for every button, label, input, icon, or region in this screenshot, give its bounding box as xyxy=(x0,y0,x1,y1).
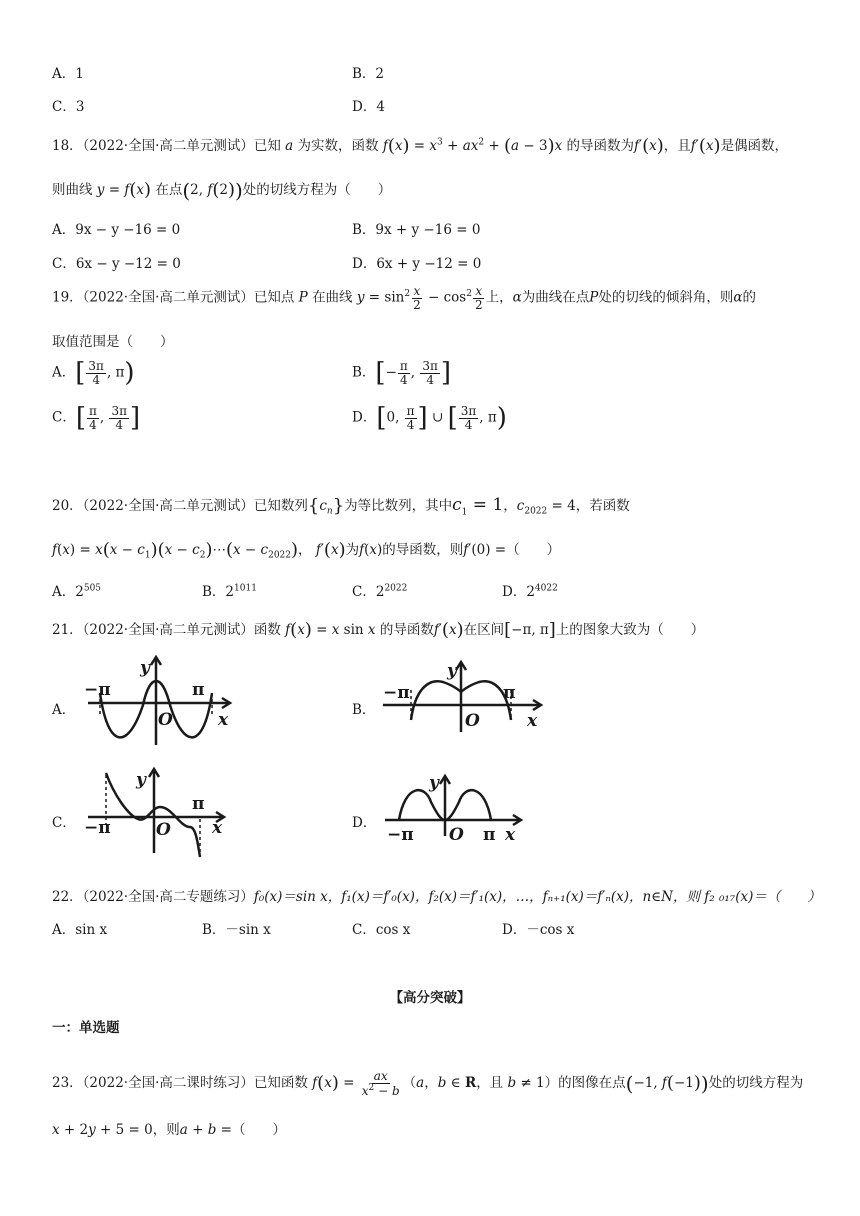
q19-option-d: D．[0, $\frac{\pi}{4}$ ] ∪ [ $\frac{3\pi}{4}$ , π) xyxy=(352,403,507,434)
q21-graph-a xyxy=(84,655,238,750)
q21-graph-b-pi: π xyxy=(503,683,516,703)
q18-option-b: B．9x + y −16 = 0 xyxy=(352,222,481,238)
q21-graph-a-neg-pi: −π xyxy=(84,680,111,700)
q21-graph-d-pi: π xyxy=(483,825,496,845)
q20-line1: 20．（2022·全国·高二单元测试）已知数列$\{c_n\}$为等比数列，其中$c_1 = 1$，$c_{2022} = 4$，若函数 xyxy=(52,495,630,518)
q21-graph-b xyxy=(383,660,553,735)
q21-graph-a-y: y xyxy=(140,658,150,678)
q19-option-b: B．[− $\frac{\pi}{4}$ , $\frac{3\pi}{4}$ ] xyxy=(352,358,452,389)
q21-graph-c-neg-pi: −π xyxy=(84,818,111,838)
q21-graph-d-o: O xyxy=(449,825,464,845)
q21-option-c: C． xyxy=(52,815,76,831)
q18-option-d: D．6x + y −12 = 0 xyxy=(352,256,482,272)
q22-line1: 22．（2022·全国·高二专题练习）f₀(x)＝sin x，f₁(x)＝f′₀(x)，f₂(x)＝f′₁(x)，…，fₙ₊₁(x)＝f′ₙ(x)，n∈N，则 f₂ ₀₁₇(x)＝（ ） xyxy=(52,889,821,905)
q17-option-c: C．3 xyxy=(52,99,85,115)
q22-option-c: C．cos x xyxy=(352,922,411,938)
section-title: 【高分突破】 xyxy=(389,990,471,1006)
q21-graph-d-x: x xyxy=(505,825,516,845)
q17-option-a: A．1 xyxy=(52,66,84,82)
q20-line2: $f(x) = x(x - c_1)(x$ − $c_2)\cdots(x - c_{2022})$， f′(x)为f(x)的导函数，则f′(0) =（ ） xyxy=(52,539,561,561)
q21-graph-c xyxy=(84,765,238,860)
q21-graph-b-neg-pi: −π xyxy=(383,683,410,703)
q21-line1: 21．（2022·全国·高二单元测试）函数 f(x) = x sin x 的导函数f′(x)在区间[−π, π]上的图象大致为（ ） xyxy=(52,619,705,641)
q17-option-b: B．2 xyxy=(352,66,385,82)
q23-line2: x + 2y + 5 = 0，则a + b =（ ） xyxy=(52,1122,286,1138)
q21-option-b: B． xyxy=(352,702,376,718)
q21-option-d: D． xyxy=(352,815,377,831)
q21-graph-d-y: y xyxy=(429,773,439,793)
q21-graph-c-o: O xyxy=(156,820,171,840)
q21-graph-d xyxy=(385,772,535,847)
q20-option-b: B．$2^{1011}$ xyxy=(202,583,257,600)
q19-line1: 19．（2022·全国·高二单元测试）已知点 P 在曲线 $y = \sin^2$ $\frac{x}{2}$ − $\cos^2$ $\frac{x}{2}$ 上，α为曲线在点P处的切线的倾斜角，则α的 xyxy=(52,284,756,312)
q18-line1: 18．（2022·全国·高二单元测试）已知 a 为实数，函数 $f(x) = x^3 + ax^2 + (a - 3)x$ 的导函数为f′(x)，且f′(x)是偶函数， xyxy=(52,135,789,157)
q23-line1: 23．（2022·全国·高二课时练习）已知函数 f(x) = $\frac{ax}{x^2 - b}$ （a，b ∈ R，且 b ≠ 1）的图像在点(−1, f(−1))处的切线方程为 xyxy=(52,1069,804,1098)
q19-option-c: C．[ $\frac{\pi}{4}$ , $\frac{3\pi}{4}$ ] xyxy=(52,403,141,434)
q21-graph-d-neg-pi: −π xyxy=(387,825,414,845)
q17-option-d: D．4 xyxy=(352,99,385,115)
q18-line2: 则曲线 y = f(x) 在点(2, f(2))处的切线方程为（ ） xyxy=(52,178,392,203)
q21-graph-c-pi: π xyxy=(192,794,205,814)
q22-option-a: A．sin x xyxy=(52,922,108,938)
q22-option-d: D．－cos x xyxy=(502,922,575,938)
q19-option-a: A．[ $\frac{3\pi}{4}$ , π) xyxy=(52,358,135,389)
q21-graph-a-pi: π xyxy=(192,680,205,700)
q21-graph-c-y: y xyxy=(136,770,146,790)
q22-option-b: B．－sin x xyxy=(202,922,271,938)
q21-graph-a-o: O xyxy=(158,710,173,730)
section-subtitle: 一：单选题 xyxy=(52,1020,120,1036)
q21-graph-b-o: O xyxy=(465,711,480,731)
q21-graph-b-y: y xyxy=(447,661,457,681)
q21-graph-a-x: x xyxy=(218,710,229,730)
q21-graph-c-x: x xyxy=(212,818,223,838)
q18-option-c: C．6x − y −12 = 0 xyxy=(52,256,181,272)
q20-option-c: C．$2^{2022}$ xyxy=(352,583,408,600)
q19-line2: 取值范围是（ ） xyxy=(52,334,174,350)
q21-option-a: A． xyxy=(52,702,76,718)
q21-graph-b-x: x xyxy=(527,711,538,731)
q18-option-a: A．9x − y −16 = 0 xyxy=(52,222,181,238)
q20-option-d: D．$2^{4022}$ xyxy=(502,583,558,600)
q20-option-a: A．$2^{505}$ xyxy=(52,583,102,600)
